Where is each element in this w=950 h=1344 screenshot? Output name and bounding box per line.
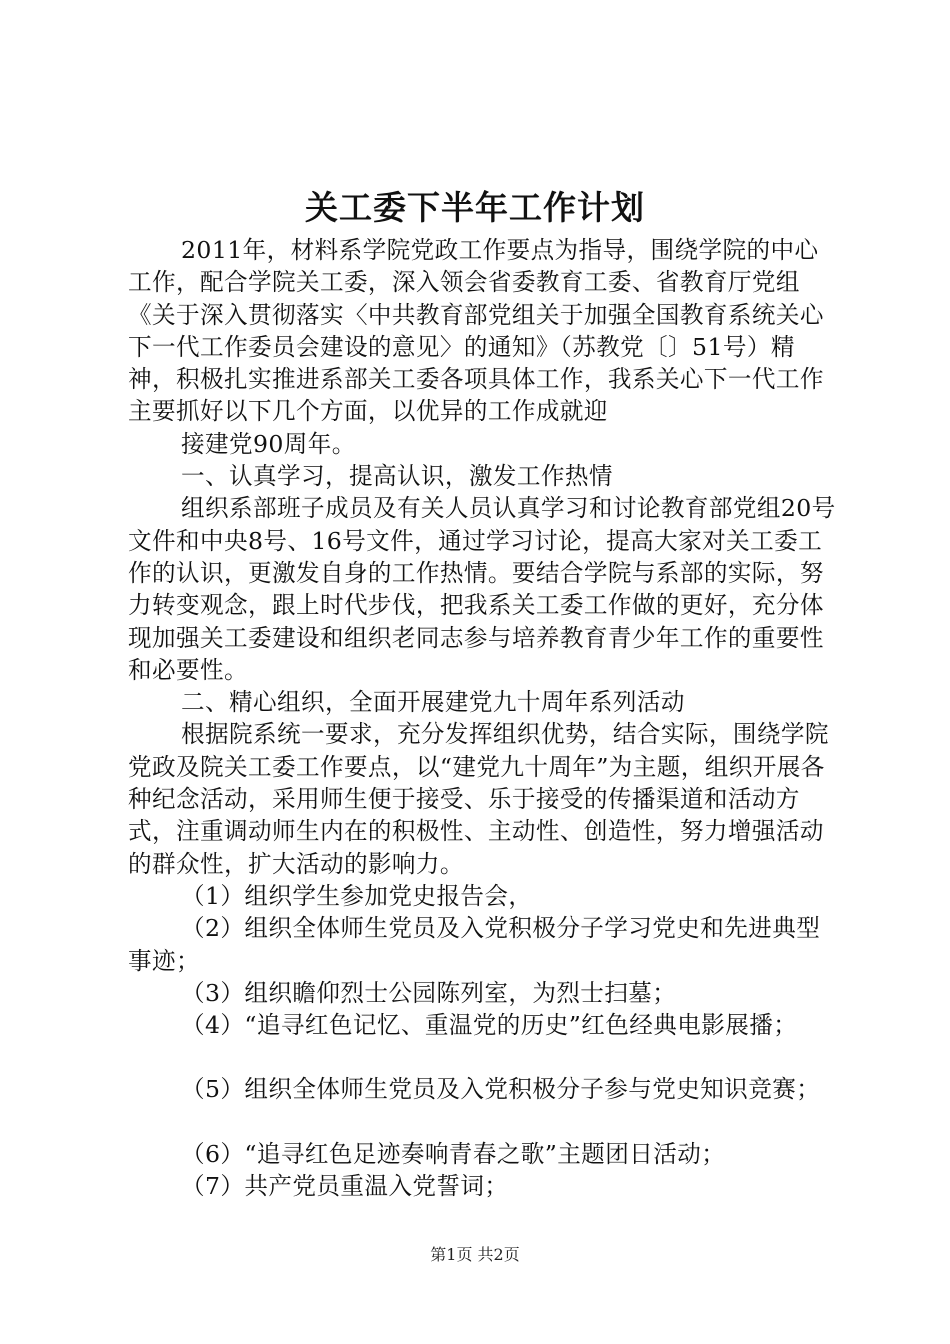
- paragraph-intro-continued: 接建党90周年。: [181, 429, 356, 458]
- list-item-2: （2）组织全体师生党员及入党积极分子学习党史和先进典型事迹；: [128, 914, 821, 975]
- paragraph-section-2: 根据院系统一要求，充分发挥组织优势，结合实际，围绕学院党政及院关工委工作要点，以“建党九十周年”为主题，组织开展各种纪念活动，采用师生便于接受、乐于接受的传播渠道和活动方式，注重调动师生内在的积极性、主动性、创造性，努力增强活动的群众性，扩大活动的影响力。: [128, 720, 829, 878]
- paragraph-section-1: 组织系部班子成员及有关人员认真学习和讨论教育部党组20号文件和中央8号、16号文件，通过学习讨论，提高大家对关工委工作的认识，更激发自身的工作热情。要结合学院与系部的实际，努力转变观念，跟上时代步伐，把我系关工委工作做的更好，充分体现加强关工委建设和组织老同志参与培养教育青少年工作的重要性和必要性。: [128, 494, 836, 684]
- list-item-7: （7）共产党员重温入党誓词；: [181, 1172, 509, 1201]
- list-item-4: （4）“追寻红色记忆、重温党的历史”红色经典电影展播；: [181, 1011, 798, 1040]
- paragraph-intro: 2011年，材料系学院党政工作要点为指导，围绕学院的中心工作，配合学院关工委，深入领会省委教育工委、省教育厅党组《关于深入贯彻落实〈中共教育部党组关于加强全国教育系统关心下一代工作委员会建设的意见〉的通知》（苏教党〔〕51号）精神，积极扎实推进系部关工委各项具体工作，我系关心下一代工作主要抓好以下几个方面，以优异的工作成就迎: [128, 236, 824, 426]
- list-item-6: （6）“追寻红色足迹奏响青春之歌”主题团日活动；: [181, 1139, 726, 1168]
- document-body: [128, 234, 840, 1202]
- list-item-3: （3）组织瞻仰烈士公园陈列室，为烈士扫墓；: [181, 978, 677, 1007]
- page-footer: 第1页 共2页: [430, 1245, 520, 1264]
- list-item-5: （5）组织全体师生党员及入党积极分子参与党史知识竞赛；: [181, 1075, 821, 1104]
- document-title: 关工委下半年工作计划: [305, 188, 645, 227]
- section-heading-2: 二、精心组织，全面开展建党九十周年系列活动: [181, 688, 685, 717]
- list-item-1: （1）组织学生参加党史报告会，: [181, 881, 533, 910]
- section-heading-1: 一、认真学习，提高认识，激发工作热情: [181, 462, 613, 491]
